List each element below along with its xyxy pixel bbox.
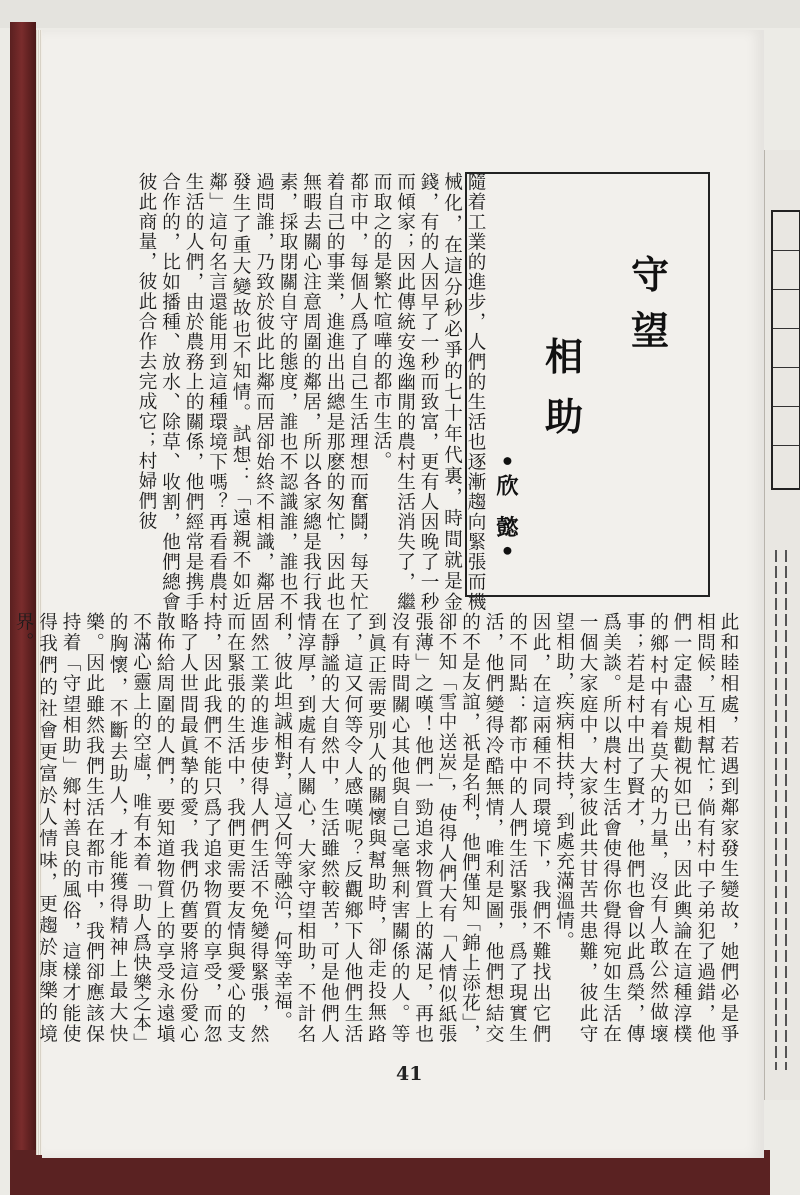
- title-char: 守: [631, 252, 670, 297]
- page-number: 41: [396, 1063, 423, 1085]
- cover-top: [0, 0, 800, 28]
- adjacent-page-column: [785, 550, 787, 1070]
- paragraph: 都市中，每個人爲了自己生活理想而奮鬪，每天忙着自己的事業，進進出出總是那麽的匆忙，因此也無暇去關心注意周圍的鄰居，所以各家總是我行我素，採取閉關自守的態度，誰也不認識誰，誰也不過問誰，乃致於彼此比鄰而居卻始終不相識，鄰居發生了重大變故也不知情。試想：「遠親不如近鄰」這句名言還能用到這種環境下嗎？再看看農村生活的人們，由於農務上的關係，他們經常是携手合作的，比如播種、放水、除草、收割，他們總會彼此商量，彼此合作去完成它；村婦們彼: [136, 172, 369, 612]
- paragraph: 因此，在這兩種不同環境下，我們不難找出它們的不同點：都市中的人們生活緊張，爲了現實生活，他們變得冷酷無情，唯利是圖，他們想結交的不是友誼，祇是名利，他們僅知「錦上添花」，卻不知「雪中送炭」，使得人們大有「人情似紙張張薄」之嘆！他們一勁追求物質上的滿足，再也沒有時間關心其他與自己毫無利害關係的人。等到眞正需要別人的關懷與幫助時，卻走投無路了，這又何等令人感嘆呢？反觀鄉下人他們生活在靜謐的大自然中，生活雖然較苦，可是他們人情淳厚，到處有人關心，大家守望相助，不計名利，彼此坦誠相對，這又何等融洽，何等幸福。: [271, 612, 551, 1044]
- article-body-lower: [12, 612, 741, 1044]
- title-char: 相: [545, 334, 584, 379]
- author-byline: •欣 懿•: [493, 454, 519, 564]
- paragraph: 隨着工業的進步，人們的生活也逐漸趨向緊張而機械化，在這分秒必爭的七十年代裏，時間就是金錢，有的人因早了一秒而致富，更有人因晚了一秒而傾家；因此傳統安逸幽閒的農村生活消失了，繼而取之的是繁忙喧嘩的都市生活。: [371, 172, 486, 612]
- paragraph: 固然工業的進步使得人們生活不免變得緊張，然而在緊張的生活中，我們更需要友情與愛心的支持，因此我們不能只爲了追求物質的享受，而忽略了人世間最眞摯的愛，我們仍舊要將這份愛心散佈給周圍的人們，要知道物質上的享受永遠塡不滿心靈上的空虛，唯有本着「助人爲快樂之本」的胸懷，不斷去助人，才能獲得精神上最大快樂。因此雖然我們生活在都市中，我們卻應該保持着「守望相助」鄉村善良的風俗，這樣才能使得我們的社會更富於人情味，更趨於康樂的境界。: [13, 612, 269, 1044]
- adjacent-page-edge: [764, 150, 800, 1100]
- title-char: 助: [545, 394, 584, 439]
- title-char: 望: [631, 308, 670, 353]
- adjacent-page-column: [775, 550, 777, 1070]
- title-box: [465, 172, 710, 597]
- paragraph: 此和睦相處，若遇到鄰家發生變故，她們必是爭相問候，互相幫忙；倘有村中子弟犯了過錯，他們一定盡心規勸視如已出，因此輿論在這種淳樸的鄉村中有着莫大的力量，沒有人敢公然做壞事；若是村中出了賢才，他們也會以此爲榮，傳爲美談。所以農村生活會使得你覺得宛如生活在一個大家庭中，大家彼此共甘苦共患難，彼此守望相助，疾病相扶持，到處充滿溫情。: [553, 612, 739, 1044]
- adjacent-page-table: [771, 210, 800, 490]
- article-body-upper: [135, 172, 488, 612]
